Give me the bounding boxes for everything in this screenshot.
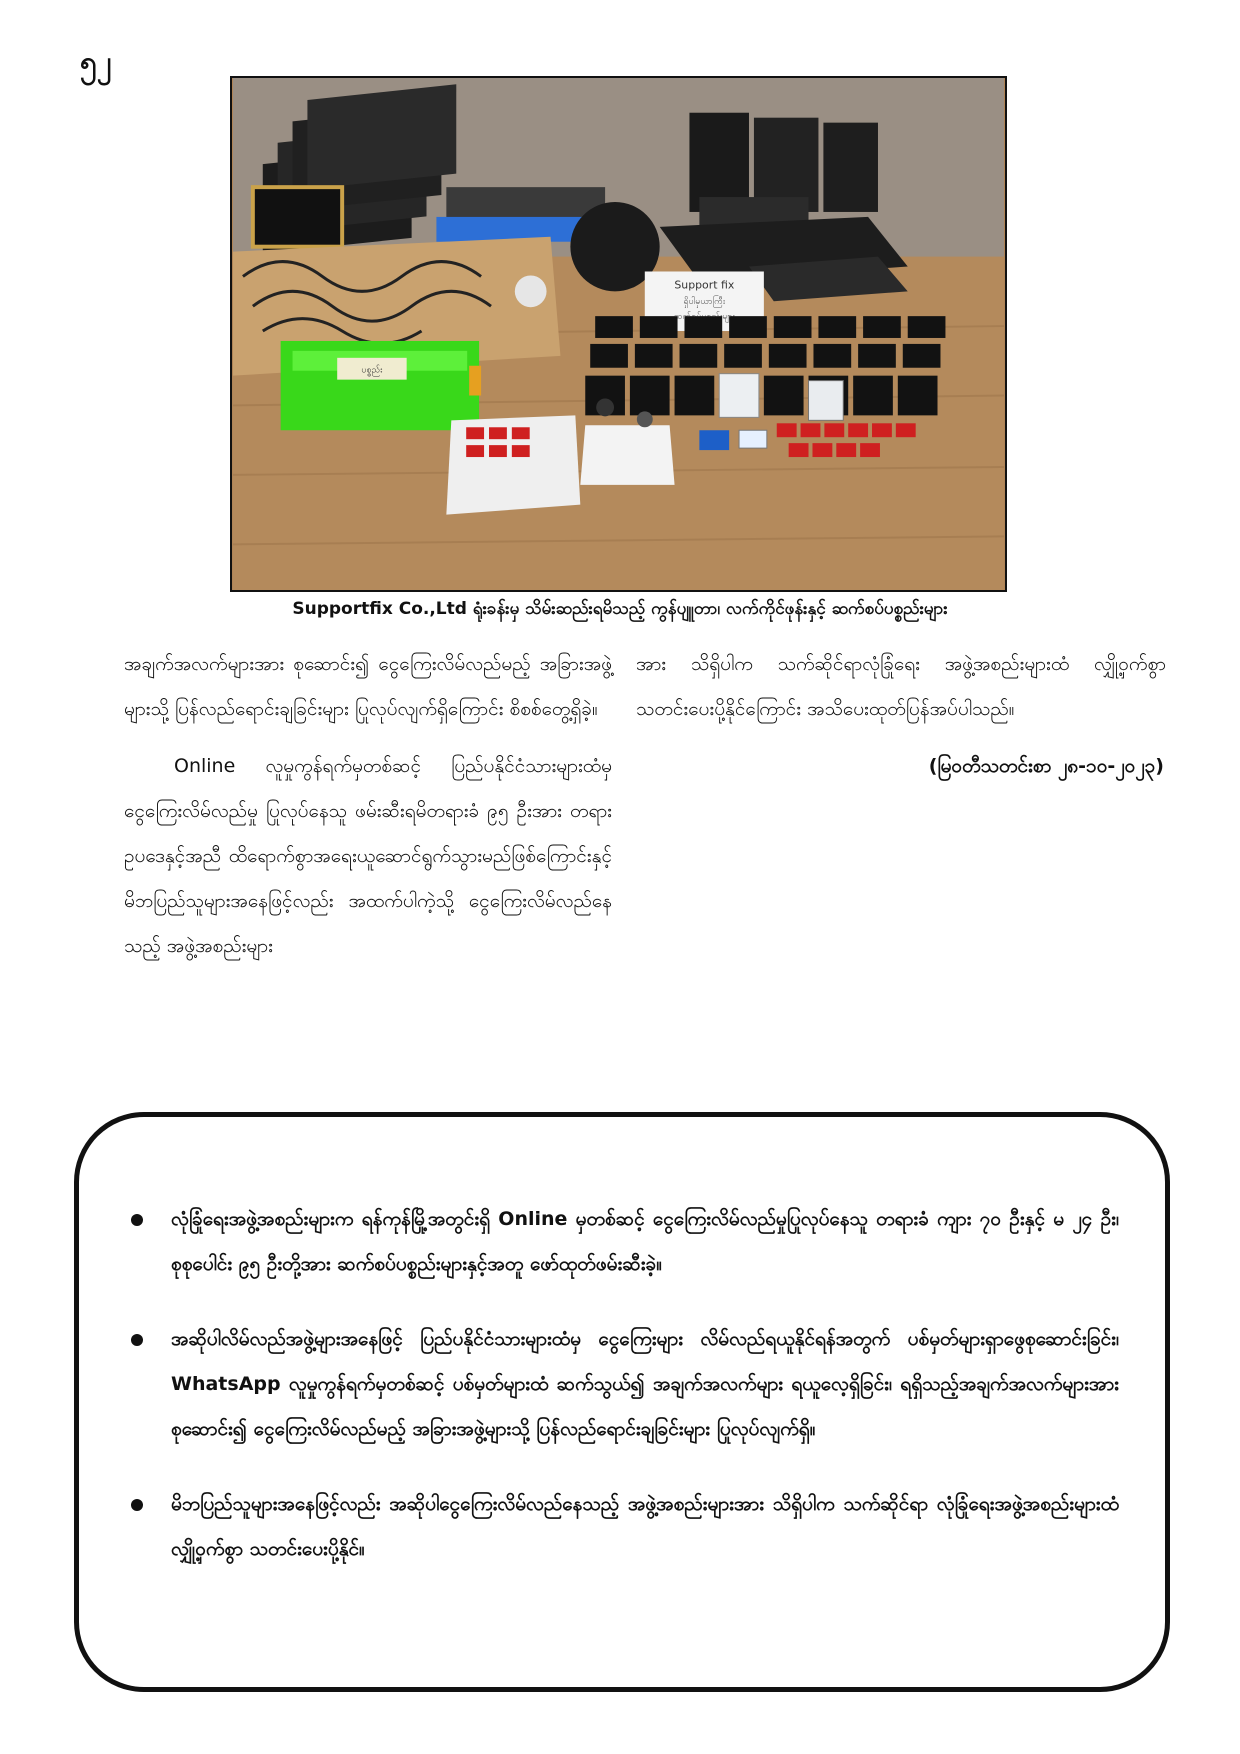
summary-bullet [131,1317,1119,1452]
article-source: (မြဝတီသတင်းစာ ၂၈-၁၀-၂၀၂၃) [928,755,1164,777]
seized-equipment-photo [230,76,1007,592]
summary-bullet-text: မိဘပြည်သူများအနေဖြင့်လည်း အဆိုပါငွေကြေးလိမ်လည်နေသည့် အဖွဲ့အစည်းများအား သိရှိပါက သက်ဆိုင်ရာ လုံခြုံရေးအဖွဲ့အစည်းများထံ လျှို့ဝှက်စွာ သတင်းပေးပို့နိုင်။ [171,1493,1119,1560]
summary-bullet-text: အဆိုပါလိမ်လည်အဖွဲ့များအနေဖြင့် ပြည်ပနိုင်ငံသားများထံမှ ငွေကြေးများ လိမ်လည်ရယူနိုင်ရန်အတွက် ပစ်မှတ်များရှာဖွေစုဆောင်းခြင်း၊ WhatsApp လူမှုကွန်ရက်မှတစ်ဆင့် ပစ်မှတ်များထံ ဆက်သွယ်၍ အချက်အလက်များ ရယူလေ့ရှိခြင်း၊ ရရှိသည့်အချက်အလက်များအားစုဆောင်း၍ ငွေကြေးလိမ်လည်မည့် အခြားအဖွဲ့များသို့ ပြန်လည်ရောင်းချခြင်းများ ပြုလုပ်လျက်ရှိ။ [171,1328,1119,1440]
summary-bullet-text: လုံခြုံရေးအဖွဲ့အစည်းများက ရန်ကုန်မြို့အတွင်းရှိ Online မှတစ်ဆင့် ငွေကြေးလိမ်လည်မှုပြုလုပ်နေသူ တရားခံ ကျား ၇၀ ဦးနှင့် မ ၂၄ ဦး၊ စုစုပေါင်း ၉၅ ဦးတို့အား ဆက်စပ်ပစ္စည်းများနှင့်အတူ ဖော်ထုတ်ဖမ်းဆီးခဲ့။ [171,1208,1119,1275]
bullet-dot-icon [131,1334,143,1346]
green-storage-box [281,341,481,430]
page-number: ၅၂ [80,45,112,80]
article-paragraph: အချက်အလက်များအား စုဆောင်း၍ ငွေကြေးလိမ်လည်မည့် အခြားအဖွဲ့များသို့ ပြန်လည်ရောင်းချခြင်းများ ပြုလုပ်လျက်ရှိကြောင်း စိစစ်တွေ့ရှိခဲ့။ [124,653,612,720]
photo-caption: Supportfix Co.,Ltd ရုံးခန်းမှ သိမ်းဆည်းရမိသည့် ကွန်ပျူတာ၊ လက်ကိုင်ဖုန်းနှင့် ဆက်စပ်ပစ္စည်းများ [292,599,948,619]
article-left-column [124,642,612,981]
summary-bullet [131,1482,1119,1572]
article-right-column [636,642,1166,801]
sign-line-2: ရှိပါမှယာကြီး [683,297,726,308]
summary-list [79,1117,1165,1572]
box-label: ပစ္စည်း [361,365,383,376]
summary-box [74,1112,1170,1692]
article-paragraph: Online လူမှုကွန်ရက်မှတစ်ဆင့် ပြည်ပနိုင်ငံသားများထံမှ ငွေကြေးလိမ်လည်မှု ပြုလုပ်နေသူ ဖမ်းဆီးရမိတရားခံ ၉၅ ဦးအား တရားဥပဒေနှင့်အညီ ထိရောက်စွာအရေးယူဆောင်ရွက်သွားမည်ဖြစ်ကြောင်းနှင့် မိဘပြည်သူများအနေဖြင့်လည်း အထက်ပါကဲ့သို့ ငွေကြေးလိမ်လည်နေသည့် အဖွဲ့အစည်းများ [124,755,612,957]
sign-line-1: Support fix [674,278,735,292]
bullet-dot-icon [131,1214,143,1226]
article-paragraph: အား သိရှိပါက သက်ဆိုင်ရာလုံခြုံရေး အဖွဲ့အစည်းများထံ လျှို့ဝှက်စွာ သတင်းပေးပို့နိုင်ကြောင်း အသိပေးထုတ်ပြန်အပ်ပါသည်။ [636,653,1166,720]
summary-bullet [131,1197,1119,1287]
bullet-dot-icon [131,1499,143,1511]
